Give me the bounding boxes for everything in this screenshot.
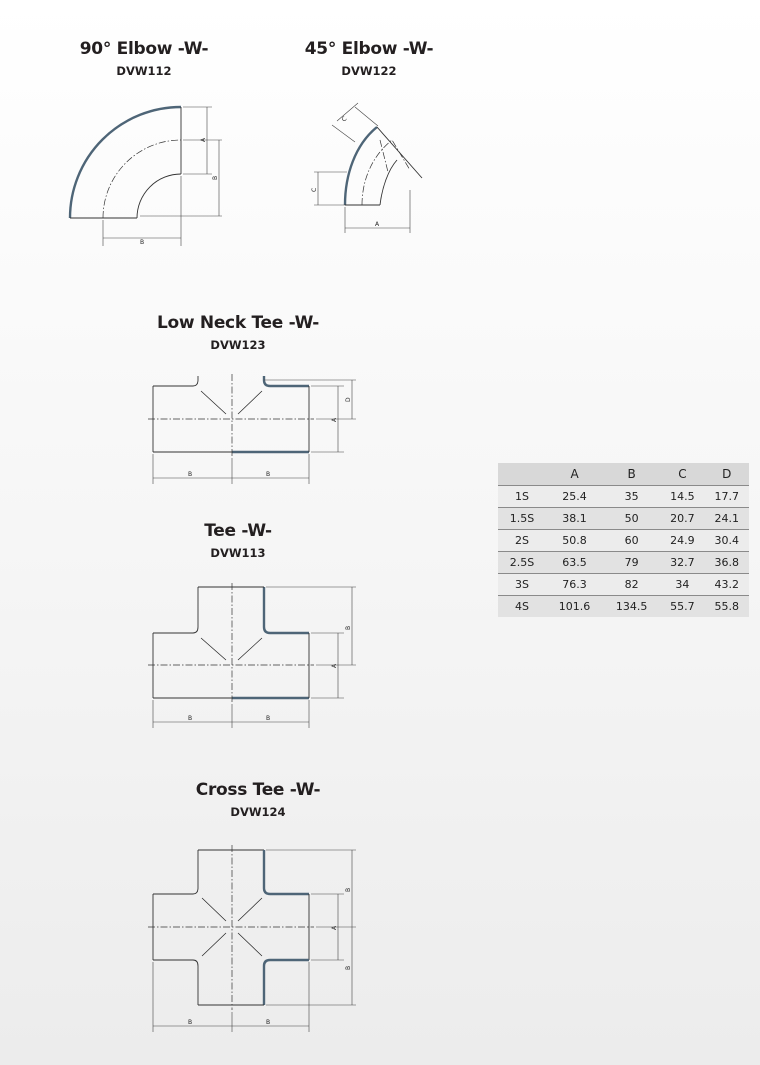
- elbow90-title: 90° Elbow -W-: [79, 39, 209, 59]
- elbow45-title: 45° Elbow -W-: [304, 39, 434, 59]
- table-cell: 30.4: [705, 530, 749, 552]
- table-header: [498, 463, 546, 486]
- dim-label-d: D: [345, 397, 352, 402]
- table-header: B: [603, 463, 660, 486]
- cross-tee-drawing: [148, 845, 356, 1032]
- table-cell: 34: [660, 574, 704, 596]
- lowneck-tee-title: Low Neck Tee -W-: [156, 313, 320, 333]
- table-cell: 60: [603, 530, 660, 552]
- table-cell: 20.7: [660, 508, 704, 530]
- lowneck-tee-code: DVW123: [210, 338, 266, 352]
- dim-label-b: B: [188, 1019, 193, 1026]
- tee-title: Tee -W-: [204, 521, 272, 541]
- table-cell: 63.5: [546, 552, 603, 574]
- table-row: [498, 508, 749, 530]
- dim-label-b: B: [212, 175, 219, 180]
- dim-label-b: B: [266, 1019, 271, 1026]
- table-cell: 1S: [498, 486, 546, 508]
- table-cell: 2.5S: [498, 552, 546, 574]
- elbow90-code: DVW112: [116, 64, 172, 78]
- table-row: [498, 552, 749, 574]
- dim-label-b: B: [345, 625, 352, 630]
- table-header-row: [498, 463, 749, 486]
- table-cell: 79: [603, 552, 660, 574]
- dim-label-c: C: [311, 187, 318, 192]
- table-cell: 35: [603, 486, 660, 508]
- dim-label-b: B: [345, 887, 352, 892]
- dim-label-b: B: [345, 965, 352, 970]
- table-row: [498, 530, 749, 552]
- tee-code: DVW113: [210, 546, 266, 560]
- dim-label-a: A: [200, 137, 207, 142]
- cross-tee-code: DVW124: [230, 805, 286, 819]
- table-cell: 1.5S: [498, 508, 546, 530]
- table-cell: 25.4: [546, 486, 603, 508]
- dim-label-a: A: [331, 925, 338, 930]
- dim-label-a: A: [331, 417, 338, 422]
- elbow45-code: DVW122: [341, 64, 397, 78]
- table-cell: 101.6: [546, 596, 603, 618]
- dim-label-b: B: [266, 715, 271, 722]
- dim-label-b: B: [188, 715, 193, 722]
- table-cell: 4S: [498, 596, 546, 618]
- table-cell: 2S: [498, 530, 546, 552]
- table-cell: 50.8: [546, 530, 603, 552]
- dim-label-c: C: [340, 115, 349, 124]
- table-cell: 17.7: [705, 486, 749, 508]
- table-cell: 43.2: [705, 574, 749, 596]
- table-cell: 24.1: [705, 508, 749, 530]
- table-header: A: [546, 463, 603, 486]
- tee-drawing: [148, 583, 356, 728]
- table-cell: 55.7: [660, 596, 704, 618]
- table-header: C: [660, 463, 704, 486]
- table-row: [498, 596, 749, 618]
- table-cell: 76.3: [546, 574, 603, 596]
- dim-label-b: B: [266, 471, 271, 478]
- table-cell: 24.9: [660, 530, 704, 552]
- table-cell: 82: [603, 574, 660, 596]
- cross-tee-title: Cross Tee -W-: [195, 780, 321, 800]
- table-row: [498, 486, 749, 508]
- elbow45-drawing: [311, 103, 422, 233]
- table-cell: 14.5: [660, 486, 704, 508]
- table-cell: 36.8: [705, 552, 749, 574]
- table-cell: 3S: [498, 574, 546, 596]
- table-cell: 50: [603, 508, 660, 530]
- dim-label-a: A: [375, 221, 380, 228]
- table-cell: 32.7: [660, 552, 704, 574]
- table-cell: 55.8: [705, 596, 749, 618]
- table-header: D: [705, 463, 749, 486]
- dimension-table: [498, 463, 749, 617]
- table-row: [498, 574, 749, 596]
- table-cell: 134.5: [603, 596, 660, 618]
- table-cell: 38.1: [546, 508, 603, 530]
- dim-label-a: A: [331, 663, 338, 668]
- dim-label-b: B: [188, 471, 193, 478]
- dim-label-b: B: [140, 239, 145, 246]
- lowneck-tee-drawing: [148, 374, 356, 484]
- elbow90-drawing: [70, 107, 222, 246]
